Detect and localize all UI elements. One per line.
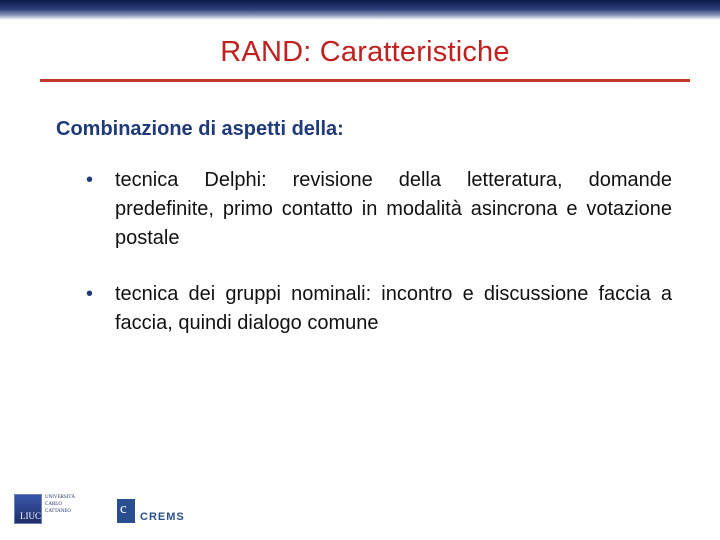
slide-title: RAND: Caratteristiche (220, 36, 510, 68)
top-header-band (0, 0, 720, 20)
crems-mark-icon: c (117, 499, 135, 523)
title-underline (40, 79, 690, 82)
bullet-text: tecnica dei gruppi nominali: incontro e discussione faccia a faccia, quindi dialogo comune (115, 283, 672, 334)
bullet-marker: • (86, 283, 94, 305)
university-crest-mark: LIUC (20, 511, 41, 521)
university-name: UNIVERSITÀ CARLO CATTANEO (45, 495, 75, 514)
crems-logo (117, 499, 197, 525)
bullet-marker: • (86, 169, 94, 191)
university-crest-icon (14, 494, 42, 524)
university-logo (14, 494, 84, 524)
subheading: Combinazione di aspetti della: (56, 118, 344, 140)
bullet-item (86, 166, 672, 253)
crems-wordmark: CREMS (140, 511, 185, 523)
bullet-item (86, 280, 672, 338)
bullet-text: tecnica Delphi: revisione della letteratura, domande predefinite, primo contatto in modalità asincrona e votazione postale (115, 169, 672, 249)
